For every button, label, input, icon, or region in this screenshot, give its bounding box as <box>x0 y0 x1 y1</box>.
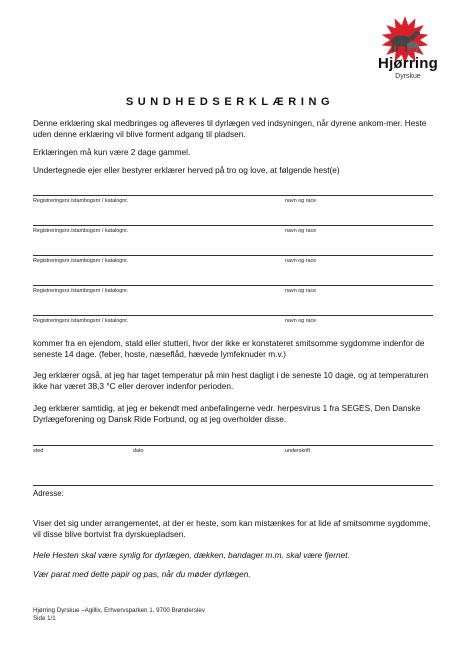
signature-line[interactable] <box>33 445 433 446</box>
horse-row-line[interactable] <box>33 195 433 196</box>
name-and-breed-label: navn og race <box>285 258 317 264</box>
date-label: dato <box>133 448 144 454</box>
registration-number-label: Registreringsnr./stambogsnr / katalognr. <box>33 228 129 234</box>
intro-paragraph-3: Undertegnede ejer eller bestyrer erklærer herved på tro og love, at følgende hest(e) <box>33 165 340 175</box>
address-label: Adresse: <box>33 489 64 498</box>
registration-number-label: Registreringsnr./stambogsnr / katalognr. <box>33 288 129 294</box>
page-title: SUNDHEDSERKLÆRING <box>125 96 335 108</box>
intro-paragraph-2: Erklæringen må kun være 2 dage gammel. <box>33 147 191 157</box>
address-line[interactable] <box>33 485 433 486</box>
note-3: Vær parat med dette papir og pas, når du møder dyrlægen. <box>33 569 251 579</box>
name-and-breed-label: navn og race <box>285 288 317 294</box>
declaration-3: Jeg erklærer samtidig, at jeg er bekendt med anbefalingerne vedr. herpesvirus 1 fra SEGES, Den Danske Dyrlægeforening og Dansk Ride Forbund, og at jeg overholder disse. <box>33 403 421 424</box>
registration-number-label: Registreringsnr./stambogsnr / katalognr. <box>33 198 129 204</box>
name-and-breed-label: navn og race <box>285 198 317 204</box>
logo-name: Hjørring <box>378 55 438 72</box>
note-1: Viser det sig under arrangementet, at der er heste, som kan mistænkes for at lide af smitsomme sygdomme, vil disse blive bortvist fra dyrskuepladsen. <box>33 518 431 539</box>
name-and-breed-label: navn og race <box>285 228 317 234</box>
footer-page: Side 1/1 <box>33 615 56 622</box>
horse-row-line[interactable] <box>33 285 433 286</box>
horse-row-line[interactable] <box>33 225 433 226</box>
logo-subtitle: Dyrskue <box>395 73 421 80</box>
registration-number-label: Registreringsnr./stambogsnr / katalognr. <box>33 318 129 324</box>
intro-paragraph-1: Denne erklæring skal medbringes og afleveres til dyrlægen ved indsyningen, når dyrene ankom-mer. Heste uden denne erklæring vil blive forment adgang til pladsen. <box>33 118 427 139</box>
declaration-2: Jeg erklærer også, at jeg har taget temperatur på min hest dagligt i de seneste 10 dage, og at temperaturen ikke har været 38,3 °C eller derover indenfor perioden. <box>33 370 429 391</box>
footer-address: Hjørring Dyrskue –Agillix, Erhvervsparken 1, 9700 Brønderslev <box>33 607 205 614</box>
name-and-breed-label: navn og race <box>285 318 317 324</box>
registration-number-label: Registreringsnr./stambogsnr / katalognr. <box>33 258 129 264</box>
signature-label: underskrift <box>285 448 311 454</box>
horse-row-line[interactable] <box>33 255 433 256</box>
horse-row-line[interactable] <box>33 315 433 316</box>
declaration-1: kommer fra en ejendom, stald eller stutteri, hvor der ikke er konstateret smitsomme sygdomme indenfor de seneste 14 dage. (feber, hoste, næseflåd, hævede lymfeknuder m.v.) <box>33 338 425 359</box>
note-2: Hele Hesten skal være synlig for dyrlægen, dækken, bandager m.m. skal være fjernet. <box>33 550 350 560</box>
place-label: sted <box>33 448 44 454</box>
